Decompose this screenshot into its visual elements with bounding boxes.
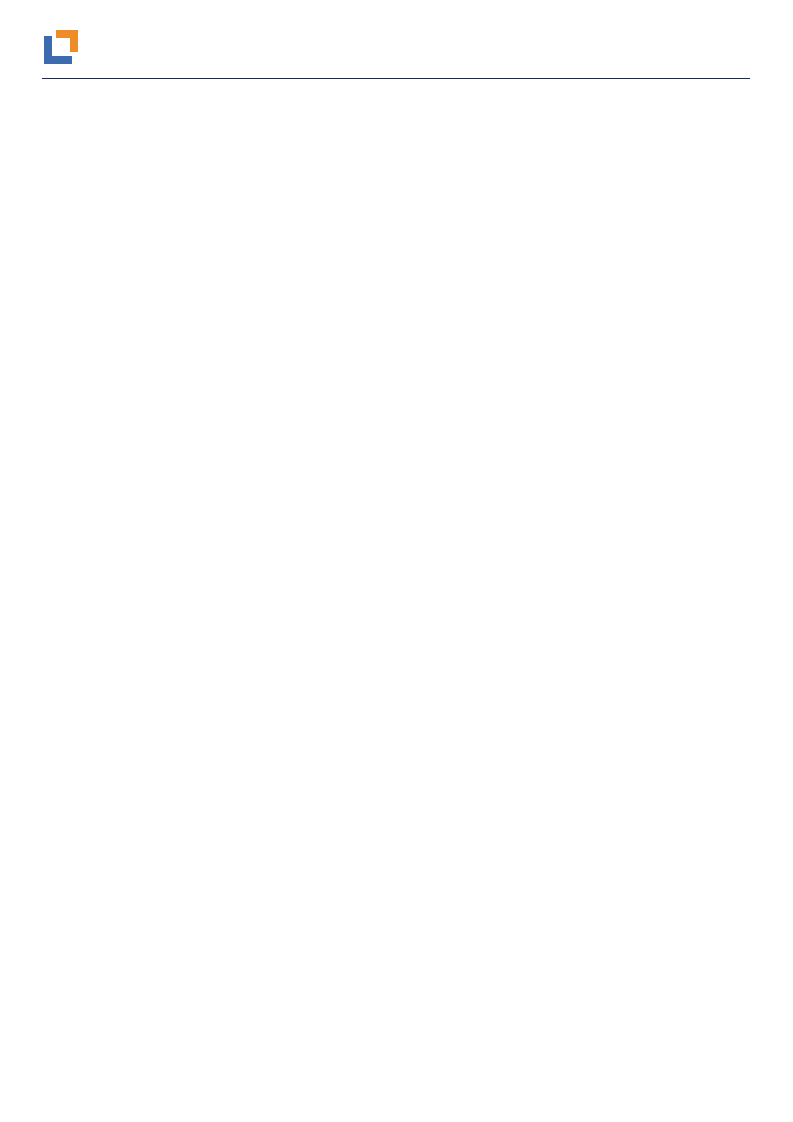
page-header [0, 0, 793, 84]
header-divider [42, 78, 750, 79]
brand-logo-mark-icon [42, 28, 80, 66]
brand-logo [42, 24, 222, 74]
